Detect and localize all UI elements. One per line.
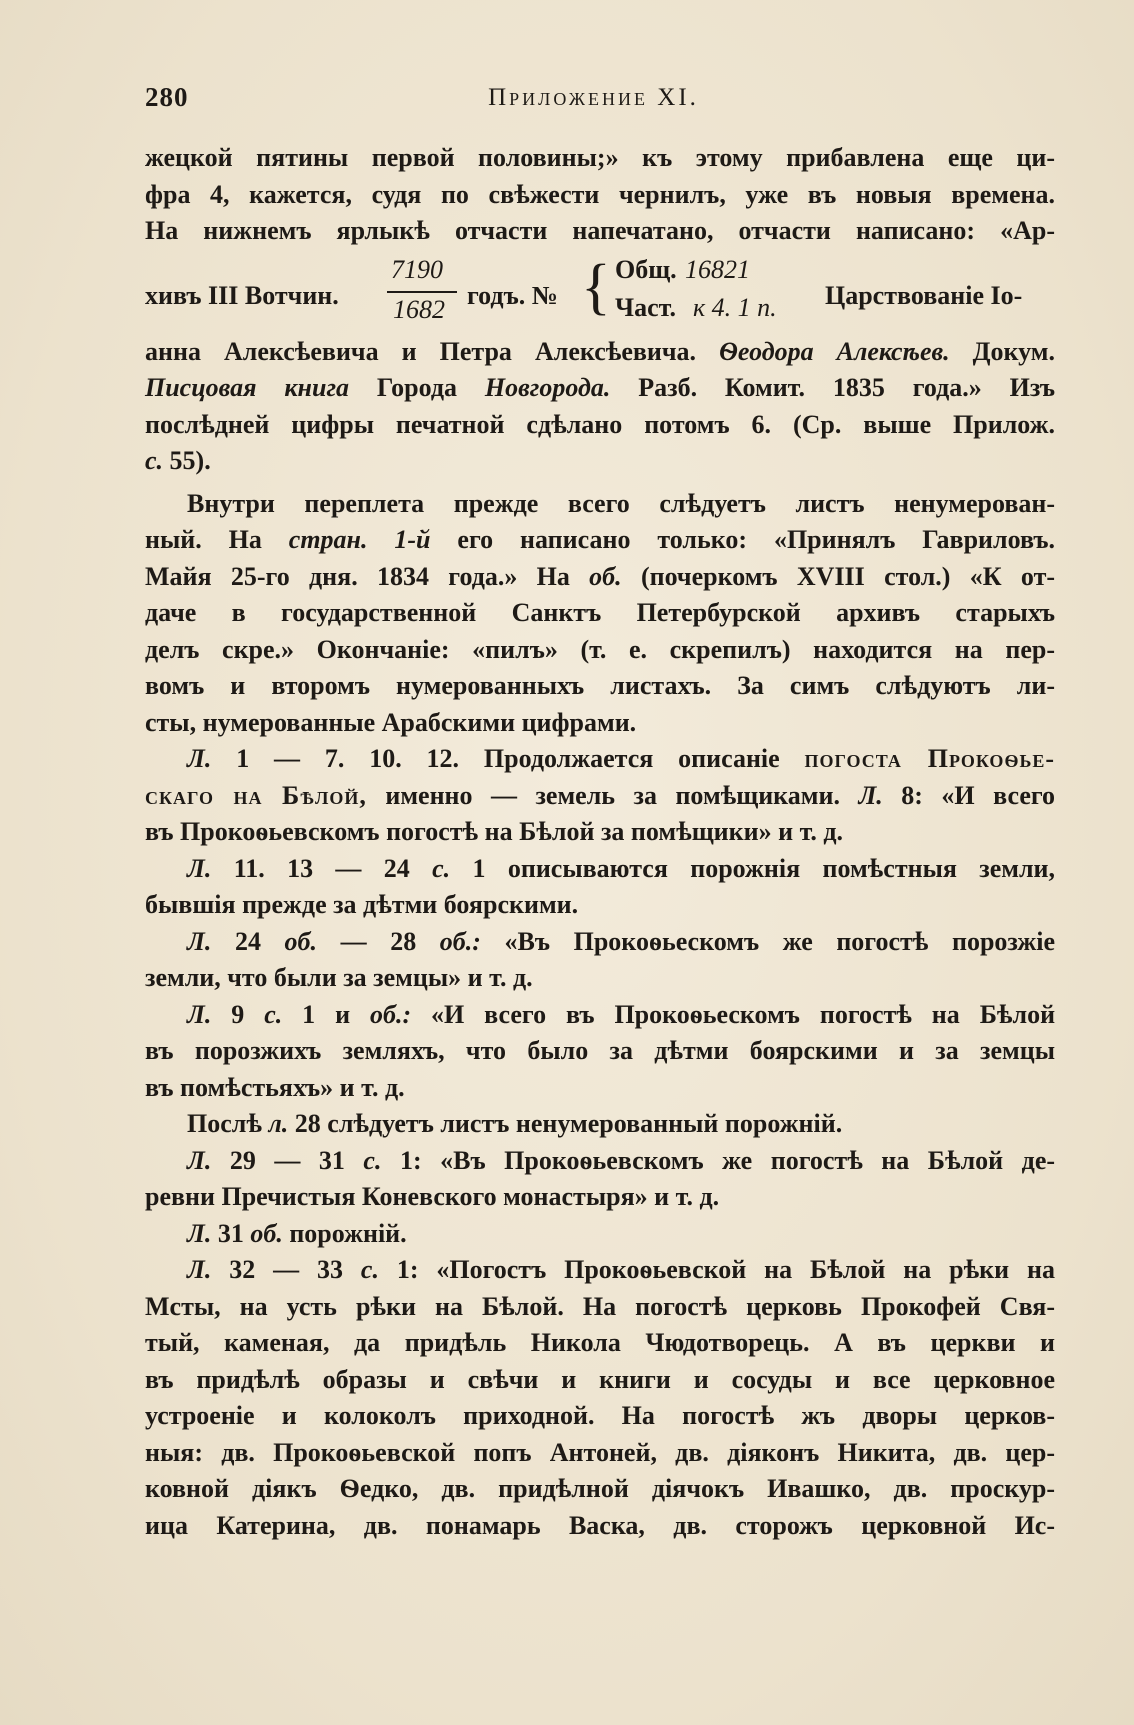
italic-run: Новгорода. [484,373,611,402]
text-line [145,334,1055,371]
formula-left: хивъ III Вотчин. [145,280,339,310]
text-line: фра 4, кажется, судя по свѣжести чернилъ, уже въ новыя времена. [145,179,1055,209]
text-line: послѣдней цифры печатной сдѣлано потомъ 6. (Ср. выше Прилож. [145,409,1055,439]
text-line: Внутри переплета прежде всего слѣдуетъ листъ ненумерован- [187,488,1055,518]
italic-run: Л. [187,999,212,1029]
text-run: его написано только: «Принялъ Гавриловъ. [457,525,1056,554]
text-line: бывшія прежде за дѣтми боярскими. [145,890,579,919]
text-run: 55). [169,446,211,475]
italic-run: с. [360,1255,379,1284]
text-run: 1: «Погостъ Прокоѳьевской на Бѣлой на рѣки на [396,1255,1056,1284]
spaced-run: погоста Прокоѳье- [804,744,1056,773]
text-run: 1 описываются порожнія помѣстныя земли, [472,853,1056,883]
italic-run: Л. [187,1255,212,1284]
text-line [145,997,1055,1034]
text-line [145,1252,1055,1289]
text-line [145,741,1055,778]
body-text [145,140,1055,1544]
text-run: 1: «Въ Прокоѳьевскомъ же погостѣ на Бѣлой де- [399,1145,1056,1175]
text-line [145,522,1055,559]
text-line [145,778,1055,815]
text-line: Мсты, на усть рѣки на Бѣлой. На погостѣ церковь Прокофей Свя- [145,1291,1055,1321]
text-line: устроеніе и колоколъ приходной. На погостѣ жъ дворы церков- [145,1401,1055,1430]
text-line [145,924,1055,961]
formula-right: Царствованіе Іо- [825,280,1023,310]
text-run: именно — земель за помѣщиками. [385,780,840,810]
text-run: 29 — 31 [229,1145,345,1175]
italic-run: об. [284,926,318,956]
text-line: земли, что были за земцы» и т. д. [145,963,533,992]
italic-run: с. [432,853,451,883]
text-line [145,1216,1055,1253]
running-title: Приложение XI. [488,84,699,111]
formula-god: годъ. № [467,280,558,310]
text-run: Города [376,373,458,402]
italic-run: об.: [369,999,412,1029]
text-run: Майя 25-го дня. 1834 года.» На [145,561,570,591]
text-run: порожній. [289,1218,407,1248]
italic-run: л. [268,1109,289,1138]
text-line: въ порозжихъ земляхъ, что было за дѣтми боярскими и за земцы [145,1036,1055,1065]
text-line [145,1143,1055,1180]
text-run: 32 — 33 [229,1255,344,1284]
text-run: Докум. [972,336,1056,366]
text-run: ный. На [145,525,262,554]
running-header [145,82,1042,122]
formula-chast-rest: к 4. 1 п. [693,292,777,322]
text-line: ныя: дв. Прокоѳьевской попъ Антоней, дв. діяконъ Никита, дв. цер- [145,1437,1055,1467]
italic-run: Л. [187,926,212,956]
text-line: делъ скре.» Окончаніе: «пилъ» (т. е. скрепилъ) находится на пер- [145,634,1055,664]
formula-obsh-number: 16821 [685,254,750,284]
text-run: 9 [231,999,245,1029]
text-run: 1 и [302,999,351,1029]
formula-chast: Част. [615,292,676,322]
text-line [145,559,1055,596]
text-run: анна Алексѣевича и Петра Алексѣевича. [145,336,697,366]
italic-run: Л. [187,1145,212,1175]
italic-run: Ѳеодора Алексѣев. [719,336,950,366]
italic-run: Л. [187,853,212,883]
italic-run: Л. [187,1218,212,1248]
fraction-denominator: 1682 [393,294,445,324]
text-line [145,443,1055,480]
text-line: На нижнемъ ярлыкѣ отчасти напечатано, отчасти написано: «Ар- [145,216,1055,245]
text-line: ковной діякъ Ѳедко, дв. придѣлной діячокъ Ивашко, дв. проскур- [145,1474,1055,1503]
italic-run: с. [145,446,164,475]
archive-formula [145,252,1055,330]
italic-run: с. [264,999,283,1029]
text-line: вомъ и второмъ нумерованныхъ листахъ. За симъ слѣдуютъ ли- [145,671,1055,700]
text-line: ревни Пречистыя Коневского монастыря» и т. д. [145,1182,720,1211]
text-run: (почеркомъ XVIII стол.) «К от- [640,561,1055,591]
text-run: — 28 [340,926,417,956]
text-line: въ придѣлѣ образы и свѣчи и книги и сосуды и все церковное [145,1364,1055,1394]
text-line [145,1106,1055,1143]
text-line: въ Прокоѳьевскомъ погостѣ на Бѣлой за помѣщики» и т. д. [145,817,844,846]
text-run: 31 [217,1218,244,1248]
text-run: 1 — 7. 10. 12. Продолжается описаніе [236,744,780,773]
text-line: тый, каменая, да придѣль Никола Чюдотворець. А въ церкви и [145,1328,1055,1357]
italic-run: Л. [187,744,212,773]
text-run: Разб. Комит. 1835 года.» Изъ [638,373,1056,402]
text-line: даче в государственной Санктъ Петербурской архивъ старыхъ [145,598,1055,627]
text-run: 8: «И всего [901,780,1056,810]
text-run: 24 [234,926,261,956]
italic-run: Л. [858,780,883,810]
text-line: въ помѣстьяхъ» и т. д. [145,1072,405,1102]
italic-run: об. [250,1218,283,1248]
curly-brace: { [581,252,611,321]
text-line: ица Катерина, дв. понамарь Васка, дв. сторожъ церковной Ис- [145,1510,1055,1540]
text-line: сты, нумерованные Арабскими цифрами. [145,707,637,737]
spaced-run: скаго на Бѣлой, [145,780,367,810]
text-run: «Въ Прокоѳьескомъ же погостѣ порозжіе [504,926,1056,956]
italic-run: с. [363,1145,382,1175]
text-run: 28 слѣдуетъ листъ ненумерованный порожній. [294,1109,843,1138]
text-line [145,851,1055,888]
page-number: 280 [145,82,189,112]
italic-run: об.: [439,926,481,956]
text-run: 11. 13 — 24 [233,853,410,883]
text-line [145,370,1055,407]
italic-run: Писцовая книга [145,373,350,402]
italic-run: об. [589,561,622,591]
text-run: «И всего въ Прокоѳьескомъ погостѣ на Бѣлой [431,999,1056,1029]
fraction-numerator: 7190 [391,254,443,284]
italic-run: стран. 1-й [288,525,431,554]
text-line: жецкой пятины первой половины;» къ этому прибавлена еще ци- [145,143,1055,172]
text-run: Послѣ [187,1109,262,1138]
formula-obsh: Общ. [615,254,677,284]
